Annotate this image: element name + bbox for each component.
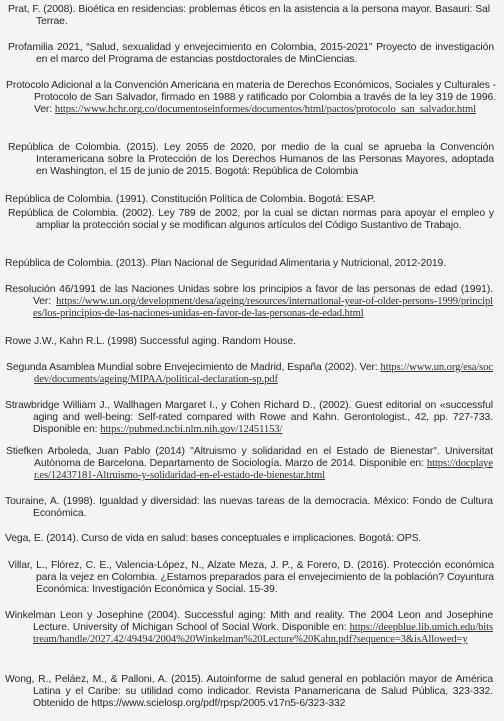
reference-entry: [0, 336, 493, 348]
reference-text: Prat, F. (2008). Bioética en residencias: problemas éticos en la asistencia a la persona mayor. Basauri: Sal Terrae.: [8, 4, 490, 27]
reference-entry: [0, 362, 493, 386]
reference-text: Stiefken Arboleda, Juan Pablo (2014) "Altruismo y solidaridad en el Estado de Bienestar". Universitat Autònoma de Barcelona. Departamento de Sociología. Marzo de 2014. Disponible en:: [6, 446, 493, 469]
reference-text: Protocolo Adicional a la Convención Americana en materia de Derechos Económicos, Sociales y Culturales - Protocolo de San Salvador, firmado en 1988 y ratificado por Colombia a través de la ley 319 de 1996. Ver:: [6, 80, 496, 115]
reference-entry: [0, 4, 490, 28]
reference-entry: [0, 533, 493, 545]
reference-text: República de Colombia. (2013). Plan Nacional de Seguridad Alimentaria y Nutricional, 2012-2019.: [5, 258, 447, 269]
reference-text: Vega, E. (2014). Curso de vida en salud: bases conceptuales e implicaciones. Bogotá: OPS.: [5, 533, 422, 544]
reference-entry: [0, 142, 494, 178]
reference-entry: [0, 446, 493, 482]
reference-text: República de Colombia. (2002). Ley 789 de 2002, por la cual se dictan normas para apoyar el empleo y ampliar la protección social y se modifican algunos artículos del Código Sustantivo de Trabajo.: [8, 208, 494, 231]
reference-entry: [0, 284, 493, 320]
reference-text: Wong, R., Peláez, M., & Palloni, A. (2015). Autoinforme de salud general en población mayor de América Latina y el Caribe: su utilidad como indicador. Revista Panamericana de Salud Pública, 323-332. Obtenido de https://www.scielosp.org/pdf/rpsp/2005.v17n5-6/323-332: [5, 674, 493, 709]
reference-text: Profamilia 2021, “Salud, sexualidad y envejecimiento en Colombia, 2015-2021” Proyecto de investigación en el marco del Programa de estancias postdoctorales de MinCiencias.: [8, 42, 494, 65]
reference-link[interactable]: https://www.un.org/development/desa/ageing/resources/international-year-of-older-persons-1999/principles/los-principios-de-las-naciones-unidas-en-favor-de-las-personas-de-edad.html: [33, 296, 493, 319]
reference-link[interactable]: https://www.hchr.org.co/documentoseinformes/documentos/html/pactos/protocolo_san_salvador.html: [54, 104, 476, 115]
reference-text: República de Colombia. (1991). Constitución Política de Colombia. Bogotá: ESAP.: [5, 194, 376, 205]
reference-entry: [0, 400, 493, 436]
reference-text: Resolución 46/1991 de las Naciones Unidas sobre los principios a favor de las personas de edad (1991). Ver:: [5, 284, 493, 307]
reference-text: Segunda Asamblea Mundial sobre Envejecimiento de Madrid, España (2002). Ver:: [6, 362, 378, 373]
reference-entry: [0, 194, 493, 206]
reference-entry: [0, 42, 494, 66]
reference-entry: [0, 208, 494, 232]
reference-entry: [0, 610, 493, 646]
reference-link[interactable]: https://pubmed.ncbi.nlm.nih.gov/12451153/: [100, 424, 283, 435]
reference-entry: [0, 674, 493, 710]
reference-text: Touraine, A. (1998). Igualdad y diversidad: las nuevas tareas de la democracia. México: Fondo de Cultura Económica.: [5, 496, 493, 519]
reference-entry: [0, 560, 494, 596]
reference-text: República de Colombia. (2015). Ley 2055 de 2020, por medio de la cual se aprueba la Convención Interamericana sobre la Protección de los Derechos Humanos de las Personas Mayores, adoptada en Washington, el 15 de junio de 2015. Bogotá: República de Colombia: [8, 142, 494, 177]
reference-text: Rowe J.W., Kahn R.L. (1998) Successful aging. Random House.: [5, 336, 296, 347]
reference-text: Winkelman Leon y Josephine (2004). Successful aging: Mith and reality. The 2004 Leon and Josephine Lecture. University of Michigan School of Social Work. Disponible en:: [5, 610, 493, 633]
reference-link[interactable]: https://docplayer.es/12437181-Altruismo-y-solidaridad-en-el-estado-de-bienestar.html: [34, 458, 493, 481]
reference-entry: [0, 496, 493, 520]
reference-entry: [0, 258, 493, 270]
reference-text: Strawbridge William J., Wallhagen Margaret I., y Cohen Richard D., (2002). Guest editorial on «successful aging and well-being: Self-rated compared with Rowe and Kahn. Gerontologist., 42, pp. 727-733. Disponible en:: [5, 400, 493, 435]
reference-text: Villar, L., Flórez, C. E., Valencia-López, N., Alzate Meza, J. P., & Forero, D. (2016). Protección económica para la vejez en Colombia. ¿Estamos preparados para el envejecimiento de la población? Coyuntura Económica: Investigación Económica y Social. 15-39.: [8, 560, 494, 595]
reference-link[interactable]: https://deepblue.lib.umich.edu/bitstream/handle/2027.42/49494/2004%20Winkelman%20Lecture%20Kahn.pdf?sequence=3&isAllowed=y: [33, 622, 493, 645]
reference-link[interactable]: https://www.un.org/esa/socdev/documents/ageing/MIPAA/political-declaration-sp.pdf: [34, 362, 493, 385]
reference-entry: [0, 80, 496, 116]
